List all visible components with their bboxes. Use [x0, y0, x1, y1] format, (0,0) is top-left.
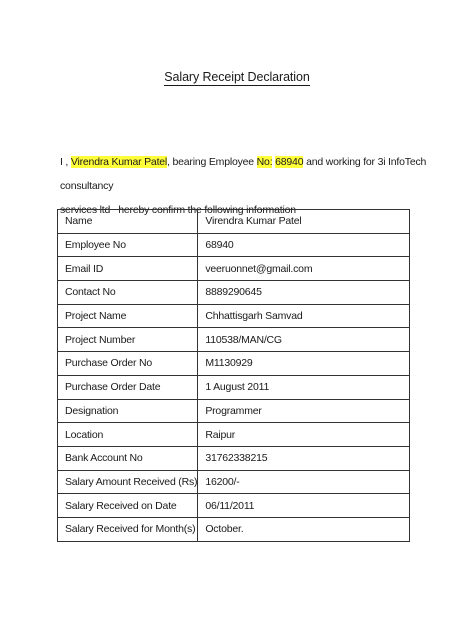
table-row: [58, 304, 410, 328]
field-label: Designation: [58, 399, 198, 423]
field-value: 16200/-: [198, 470, 410, 494]
field-label: Employee No: [58, 233, 198, 257]
field-value: Virendra Kumar Patel: [198, 210, 410, 234]
declaration-no-label: No:: [256, 156, 273, 168]
table-row: [58, 281, 410, 305]
field-label: Location: [58, 423, 198, 447]
field-value: Raipur: [198, 423, 410, 447]
table-row: [58, 210, 410, 234]
field-label: Salary Received for Month(s): [58, 517, 198, 541]
table-row: [58, 233, 410, 257]
field-value: M1130929: [198, 352, 410, 376]
field-label: Contact No: [58, 281, 198, 305]
field-value: 110538/MAN/CG: [198, 328, 410, 352]
field-label: Email ID: [58, 257, 198, 281]
table-row: [58, 446, 410, 470]
field-value: 68940: [198, 233, 410, 257]
table-row: [58, 375, 410, 399]
document-title-text: Salary Receipt Declaration: [164, 70, 310, 84]
declaration-employee-number: 68940: [275, 156, 304, 168]
document-title: [0, 70, 474, 84]
field-value: 06/11/2011: [198, 494, 410, 518]
field-value: 8889290645: [198, 281, 410, 305]
field-label: Salary Received on Date: [58, 494, 198, 518]
declaration-prefix: I ,: [60, 156, 69, 168]
field-label: Name: [58, 210, 198, 234]
field-label: Project Number: [58, 328, 198, 352]
field-value: Chhattisgarh Samvad: [198, 304, 410, 328]
declaration-mid-text: , bearing Employee: [167, 156, 254, 168]
table-row: [58, 517, 410, 541]
table-row: [58, 352, 410, 376]
field-label: Salary Amount Received (Rs): [58, 470, 198, 494]
field-value: Programmer: [198, 399, 410, 423]
field-label: Purchase Order No: [58, 352, 198, 376]
field-label: Project Name: [58, 304, 198, 328]
table-row: [58, 423, 410, 447]
field-label: Purchase Order Date: [58, 375, 198, 399]
field-value: 1 August 2011: [198, 375, 410, 399]
field-label: Bank Account No: [58, 446, 198, 470]
declaration-employee-name: Virendra Kumar Patel: [70, 156, 168, 168]
table-row: [58, 470, 410, 494]
declaration-company-text: and working for 3i InfoTech consultancy: [60, 156, 427, 192]
field-value: veeruonnet@gmail.com: [198, 257, 410, 281]
field-value: October.: [198, 517, 410, 541]
field-value: 31762338215: [198, 446, 410, 470]
table-row: [58, 328, 410, 352]
table-row: [58, 257, 410, 281]
table-row: [58, 399, 410, 423]
table-row: [58, 494, 410, 518]
declaration-line-2: services ltd hereby confirm the following information: [60, 204, 296, 216]
employee-details-table: [57, 209, 410, 542]
